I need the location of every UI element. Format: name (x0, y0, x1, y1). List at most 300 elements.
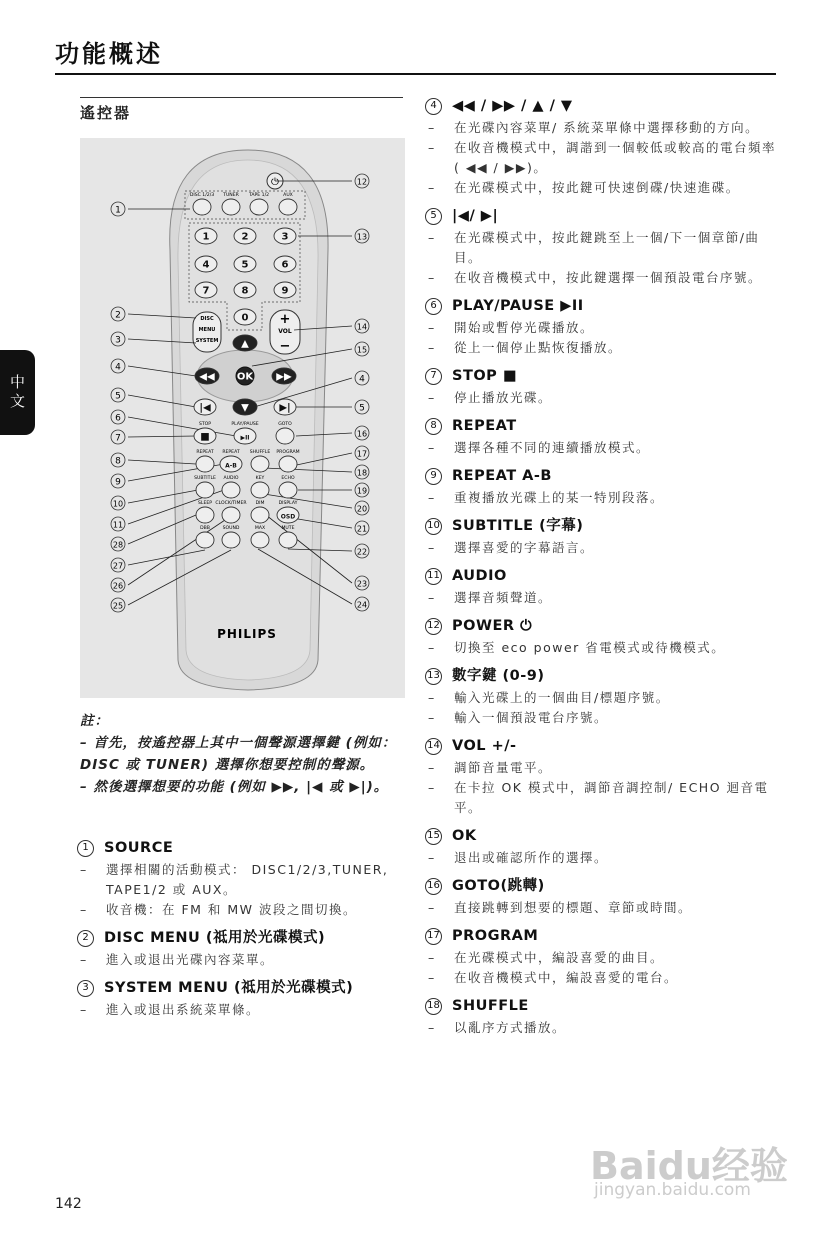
button-label: 8 (241, 285, 249, 297)
description-text: 在收音機模式中，編設喜愛的電台。 (454, 970, 679, 985)
function-item (428, 514, 778, 558)
function-title: REPEAT A-B (452, 468, 552, 484)
function-description (428, 118, 778, 138)
callout-number: 14 (425, 738, 442, 755)
callout-number: 15 (425, 828, 442, 845)
dash: – (80, 952, 88, 967)
button-caption: REPEAT (222, 450, 240, 455)
description-text: 選擇喜愛的字幕語言。 (454, 540, 595, 555)
dash: – (428, 970, 436, 985)
callout-number: 10 (112, 499, 124, 509)
button-shape (196, 456, 214, 472)
button-caption: SHUFFLE (249, 450, 271, 455)
button-label: 1 (202, 231, 210, 243)
button-shape (276, 428, 294, 444)
description-text: 重複播放光碟上的某一特別段落。 (454, 490, 665, 505)
button-caption: DIM (255, 501, 265, 506)
function-title: ◀◀ / ▶▶ / ▲ / ▼ (452, 98, 573, 114)
function-heading (428, 364, 778, 388)
function-description (428, 488, 778, 508)
callout-number: 11 (425, 568, 442, 585)
remote-button (233, 399, 257, 415)
button-shape (251, 532, 269, 548)
callout-number: 3 (115, 335, 121, 346)
description-text: 開始或暫停光碟播放。 (454, 320, 595, 335)
dash: – (428, 490, 436, 505)
disc-menu-label: DISC (200, 316, 214, 322)
button-caption: SOUND (222, 526, 240, 531)
section-divider (80, 97, 403, 98)
button-shape (251, 507, 269, 523)
page-title: 功能概述 (55, 40, 163, 68)
function-heading (428, 614, 778, 638)
dash: – (428, 230, 436, 245)
button-label: ◀◀ (199, 371, 215, 383)
function-description (428, 268, 778, 288)
function-item (428, 204, 778, 288)
function-heading (428, 874, 778, 898)
button-shape (250, 199, 268, 215)
remote-button (195, 256, 217, 272)
remote-button (234, 256, 256, 272)
remote-button (279, 475, 297, 498)
callout-number: 2 (77, 930, 94, 947)
remote-button (222, 525, 240, 548)
button-label: ▼ (241, 402, 249, 414)
remote-button (196, 500, 214, 523)
remote-button (196, 449, 214, 472)
description-text: 以亂序方式播放。 (454, 1020, 567, 1035)
button-label: 6 (281, 259, 289, 271)
callout-number: 21 (356, 524, 368, 534)
function-item (428, 734, 778, 818)
function-description (428, 338, 778, 358)
description-text: 收音機：在 FM 和 MW 波段之間切換。 (106, 902, 358, 917)
description-text: 在光碟模式中，按此鍵跳至上一個/下一個章節/曲目。 (454, 230, 760, 265)
button-shape (222, 532, 240, 548)
button-label: 9 (281, 285, 289, 297)
button-caption: SLEEP (197, 501, 213, 506)
callout-number: 2 (115, 310, 121, 321)
remote-button (234, 282, 256, 298)
remote-button (233, 335, 257, 351)
callout-number: 13 (425, 668, 442, 685)
callout-number: 4 (425, 98, 442, 115)
button-label: ▶| (279, 402, 291, 414)
dash: – (80, 862, 88, 877)
button-caption: PLAY/PAUSE (231, 422, 259, 427)
button-label: ▶II (240, 434, 250, 442)
button-shape (222, 199, 240, 215)
callout-number: 12 (425, 618, 442, 635)
function-title: SHUFFLE (452, 998, 529, 1014)
function-title: |◀/ ▶| (452, 208, 499, 224)
button-label: 2 (241, 231, 249, 243)
remote-button (274, 228, 296, 244)
dash: – (428, 540, 436, 555)
button-label: 7 (202, 285, 210, 297)
button-shape (222, 482, 240, 498)
button-shape (196, 482, 214, 498)
callout-number: 6 (115, 413, 121, 424)
remote-button (279, 199, 297, 215)
callout-number: 16 (356, 429, 368, 439)
dash: – (80, 1002, 88, 1017)
button-label: ▶▶ (276, 371, 292, 383)
description-text: 輸入光碟上的一個曲目/標題序號。 (454, 690, 670, 705)
page-number: 142 (55, 1196, 82, 1212)
function-item (428, 824, 778, 868)
function-description (80, 1000, 400, 1020)
button-caption: CLOCK/TIMER (215, 501, 247, 506)
function-title: 數字鍵 (0-9) (452, 668, 545, 684)
function-description (428, 848, 778, 868)
brand-logo: PHILIPS (217, 627, 277, 641)
disc-menu-label: MENU (198, 327, 216, 333)
callout-number: 12 (356, 177, 368, 187)
remote-diagram (80, 138, 405, 698)
function-heading (428, 994, 778, 1018)
description-text: 在光碟模式中，編設喜愛的曲目。 (454, 950, 665, 965)
dash: – (428, 690, 436, 705)
function-description (428, 228, 778, 268)
description-text: 退出或確認所作的選擇。 (454, 850, 609, 865)
callout-number: 16 (425, 878, 442, 895)
source-caption: DISC 1/2/3 (189, 193, 215, 198)
callout-number: 1 (77, 840, 94, 857)
button-label: ▲ (241, 338, 249, 350)
button-label: 4 (202, 259, 210, 271)
source-caption: TUNER (223, 193, 239, 198)
callout-number: 9 (425, 468, 442, 485)
watermark-logo: Baidu经验 (590, 1144, 788, 1188)
dash: – (428, 900, 436, 915)
power-icon: ⏻ (271, 177, 279, 188)
callout-number: 3 (77, 980, 94, 997)
function-description (428, 638, 778, 658)
callout-number: 9 (115, 477, 121, 488)
remote-button (272, 368, 296, 384)
button-label: ■ (200, 431, 210, 443)
callout-number: 11 (112, 520, 124, 530)
callout-number: 26 (112, 581, 124, 591)
callout-number: 25 (112, 601, 124, 611)
volume-label: VOL (278, 328, 292, 335)
dash: – (428, 270, 436, 285)
button-caption: AUDIO (223, 476, 239, 481)
function-item (428, 414, 778, 458)
function-description (428, 688, 778, 708)
description-text: 選擇各種不同的連續播放模式。 (454, 440, 651, 455)
callout-number: 5 (425, 208, 442, 225)
function-item (428, 564, 778, 608)
callout-number: 28 (112, 540, 124, 550)
remote-button (276, 421, 294, 444)
button-shape (196, 532, 214, 548)
function-title: POWER ⏻ (452, 618, 533, 634)
remote-button (274, 256, 296, 272)
function-title: OK (452, 828, 477, 844)
description-text: 從上一個停止點恢復播放。 (454, 340, 623, 355)
description-text: 選擇音頻聲道。 (454, 590, 553, 605)
volume-label: + (279, 312, 291, 327)
button-caption: STOP (198, 422, 212, 427)
callout-number: 6 (425, 298, 442, 315)
note-line: – 然後選擇想要的功能 (例如 ▶▶, |◀ 或 ▶|)。 (80, 779, 389, 795)
callout-number: 1 (115, 205, 121, 216)
dash: – (428, 710, 436, 725)
remote-button (194, 399, 216, 415)
description-text: 停止播放光碟。 (454, 390, 553, 405)
function-heading (428, 414, 778, 438)
button-shape (251, 482, 269, 498)
remote-button (234, 309, 256, 325)
remote-button (279, 525, 297, 548)
remote-button (195, 368, 219, 384)
note (80, 710, 405, 798)
volume-label: − (279, 339, 291, 354)
disc-menu-label: SYSTEM (195, 338, 219, 344)
function-heading (428, 924, 778, 948)
function-description (428, 778, 778, 818)
dash: – (428, 390, 436, 405)
dash: – (428, 320, 436, 335)
remote-button (231, 421, 258, 444)
callout-number: 13 (356, 232, 368, 242)
note-line: – 首先，按遙控器上其中一個聲源選擇鍵 (例如：DISC 或 TUNER) 選擇你想要控制的聲源。 (80, 735, 397, 773)
button-caption: DBB (200, 526, 210, 531)
button-label: 5 (241, 259, 249, 271)
dash: – (428, 590, 436, 605)
button-caption: KEY (255, 476, 265, 481)
function-heading (428, 204, 778, 228)
button-shape (279, 532, 297, 548)
source-caption: AUX (283, 193, 293, 198)
title-divider (55, 73, 776, 75)
function-title: VOL +/- (452, 738, 517, 754)
function-item (428, 614, 778, 658)
function-description (428, 178, 778, 198)
dash: – (428, 180, 436, 195)
remote-button (274, 399, 296, 415)
callout-number: 20 (356, 504, 368, 514)
function-description (428, 1018, 778, 1038)
remote-button (220, 449, 242, 472)
function-heading (80, 976, 400, 1000)
function-title: GOTO(跳轉) (452, 878, 545, 894)
dash: – (428, 950, 436, 965)
callout-number: 17 (425, 928, 442, 945)
function-description (428, 318, 778, 338)
left-function-list (80, 836, 400, 1026)
button-label: OSD (280, 513, 296, 521)
button-label: 3 (281, 231, 289, 243)
description-text: 輸入一個預設電台序號。 (454, 710, 609, 725)
function-title: STOP ■ (452, 368, 518, 384)
function-item (428, 464, 778, 508)
function-item (428, 994, 778, 1038)
callout-number: 18 (425, 998, 442, 1015)
callout-number: 27 (112, 561, 124, 571)
callout-number: 4 (359, 374, 365, 385)
function-title: REPEAT (452, 418, 517, 434)
button-caption: DISPLAY (278, 501, 298, 506)
description-text: 在卡拉 OK 模式中，調節音調控制/ ECHO 迴音電平。 (454, 780, 769, 815)
dash: – (428, 440, 436, 455)
button-label: 0 (241, 312, 249, 324)
remote-button (234, 228, 256, 244)
description-text: 在收音機模式中，調諧到一個較低或較高的電台頻率 ( ◀◀ / ▶▶)。 (454, 140, 777, 175)
function-heading (428, 464, 778, 488)
note-title: 註： (80, 713, 109, 729)
function-description (428, 898, 778, 918)
callout-number: 17 (356, 449, 368, 459)
function-description (428, 438, 778, 458)
remote-button (250, 199, 268, 215)
function-heading (428, 294, 778, 318)
dash: – (428, 340, 436, 355)
button-shape (196, 507, 214, 523)
function-item (428, 874, 778, 918)
callout-number: 7 (425, 368, 442, 385)
callout-number: 8 (425, 418, 442, 435)
callout-number: 7 (115, 433, 121, 444)
remote-button (194, 475, 216, 498)
function-heading (428, 564, 778, 588)
callout-number: 18 (356, 468, 368, 478)
function-description (428, 588, 778, 608)
function-description (428, 968, 778, 988)
function-title: SUBTITLE (字幕) (452, 518, 584, 534)
button-label: |◀ (199, 402, 211, 414)
function-title: SYSTEM MENU (祗用於光碟模式) (104, 980, 354, 996)
remote-button (195, 282, 217, 298)
function-item (428, 294, 778, 358)
button-shape (251, 456, 269, 472)
button-caption: SUBTITLE (194, 476, 216, 481)
dash: – (428, 120, 436, 135)
callout-number: 23 (356, 579, 368, 589)
remote-button (222, 475, 240, 498)
button-caption: ECHO (281, 476, 295, 481)
function-item (428, 664, 778, 728)
remote-button (195, 228, 217, 244)
description-text: 調節音量電平。 (454, 760, 553, 775)
function-description (428, 138, 778, 178)
watermark-url: jingyan.baidu.com (594, 1180, 751, 1200)
button-shape (279, 456, 297, 472)
button-shape (279, 482, 297, 498)
callout-number: 10 (425, 518, 442, 535)
function-title: AUDIO (452, 568, 507, 584)
function-item (80, 836, 400, 920)
function-description (80, 950, 400, 970)
function-item (80, 926, 400, 970)
callout-number: 19 (356, 486, 368, 496)
dash: – (428, 1020, 436, 1035)
description-text: 進入或退出系統菜單條。 (106, 1002, 261, 1017)
dash: – (428, 850, 436, 865)
function-description (80, 900, 400, 920)
callout-number: 22 (356, 547, 368, 557)
callout-number: 15 (356, 345, 368, 355)
description-text: 直接跳轉到想要的標題、章節或時間。 (454, 900, 693, 915)
button-shape (279, 199, 297, 215)
function-item (428, 924, 778, 988)
button-caption: PROGRAM (276, 450, 300, 455)
callout-number: 5 (115, 391, 121, 402)
button-caption: MUTE (281, 526, 295, 531)
dash: – (80, 902, 88, 917)
function-description (80, 860, 400, 900)
remote-button (193, 199, 211, 215)
dash: – (428, 780, 436, 795)
description-text: 進入或退出光碟內容菜單。 (106, 952, 275, 967)
dash: – (428, 140, 436, 155)
function-heading (428, 94, 778, 118)
button-shape (193, 199, 211, 215)
function-title: SOURCE (104, 840, 174, 856)
button-shape (222, 507, 240, 523)
language-tab: 中文 (0, 350, 35, 435)
function-heading (428, 664, 778, 688)
function-description (428, 758, 778, 778)
dash: – (428, 760, 436, 775)
remote-button (274, 282, 296, 298)
remote-button (277, 500, 299, 523)
function-heading (428, 734, 778, 758)
button-caption: REPEAT (196, 450, 214, 455)
function-title: PROGRAM (452, 928, 539, 944)
function-heading (80, 836, 400, 860)
function-description (428, 538, 778, 558)
right-function-list (428, 94, 778, 1044)
callout-number: 4 (115, 362, 121, 373)
callout-number: 5 (359, 403, 365, 414)
source-caption: TAPE 1/2 (248, 193, 270, 198)
button-label: A-B (225, 462, 237, 470)
function-description (428, 948, 778, 968)
callout-number: 8 (115, 456, 121, 467)
function-title: PLAY/PAUSE ▶II (452, 298, 584, 314)
function-heading (428, 514, 778, 538)
function-item (428, 364, 778, 408)
button-caption: GOTO (278, 422, 292, 427)
dash: – (428, 640, 436, 655)
description-text: 切換至 eco power 省電模式或待機模式。 (454, 640, 726, 655)
function-item (428, 94, 778, 198)
description-text: 在光碟內容菜單/ 系統菜單條中選擇移動的方向。 (454, 120, 760, 135)
callout-number: 14 (356, 322, 368, 332)
callout-number: 24 (356, 600, 368, 610)
button-caption: MAX (254, 526, 266, 531)
button-label: OK (236, 371, 254, 383)
description-text: 在收音機模式中，按此鍵選擇一個預設電台序號。 (454, 270, 763, 285)
function-description (428, 708, 778, 728)
section-title: 遙控器 (80, 104, 132, 122)
remote-button (222, 199, 240, 215)
description-text: 選擇相關的活動模式： DISC1/2/3,TUNER, TAPE1/2 或 AUX。 (106, 862, 389, 897)
function-heading (80, 926, 400, 950)
function-heading (428, 824, 778, 848)
remote-illustration (80, 138, 405, 698)
function-title: DISC MENU (祗用於光碟模式) (104, 930, 326, 946)
remote-button (236, 367, 254, 385)
remote-button (250, 449, 271, 472)
function-description (428, 388, 778, 408)
function-item (80, 976, 400, 1020)
description-text: 在光碟模式中，按此鍵可快速倒碟/快速進碟。 (454, 180, 740, 195)
